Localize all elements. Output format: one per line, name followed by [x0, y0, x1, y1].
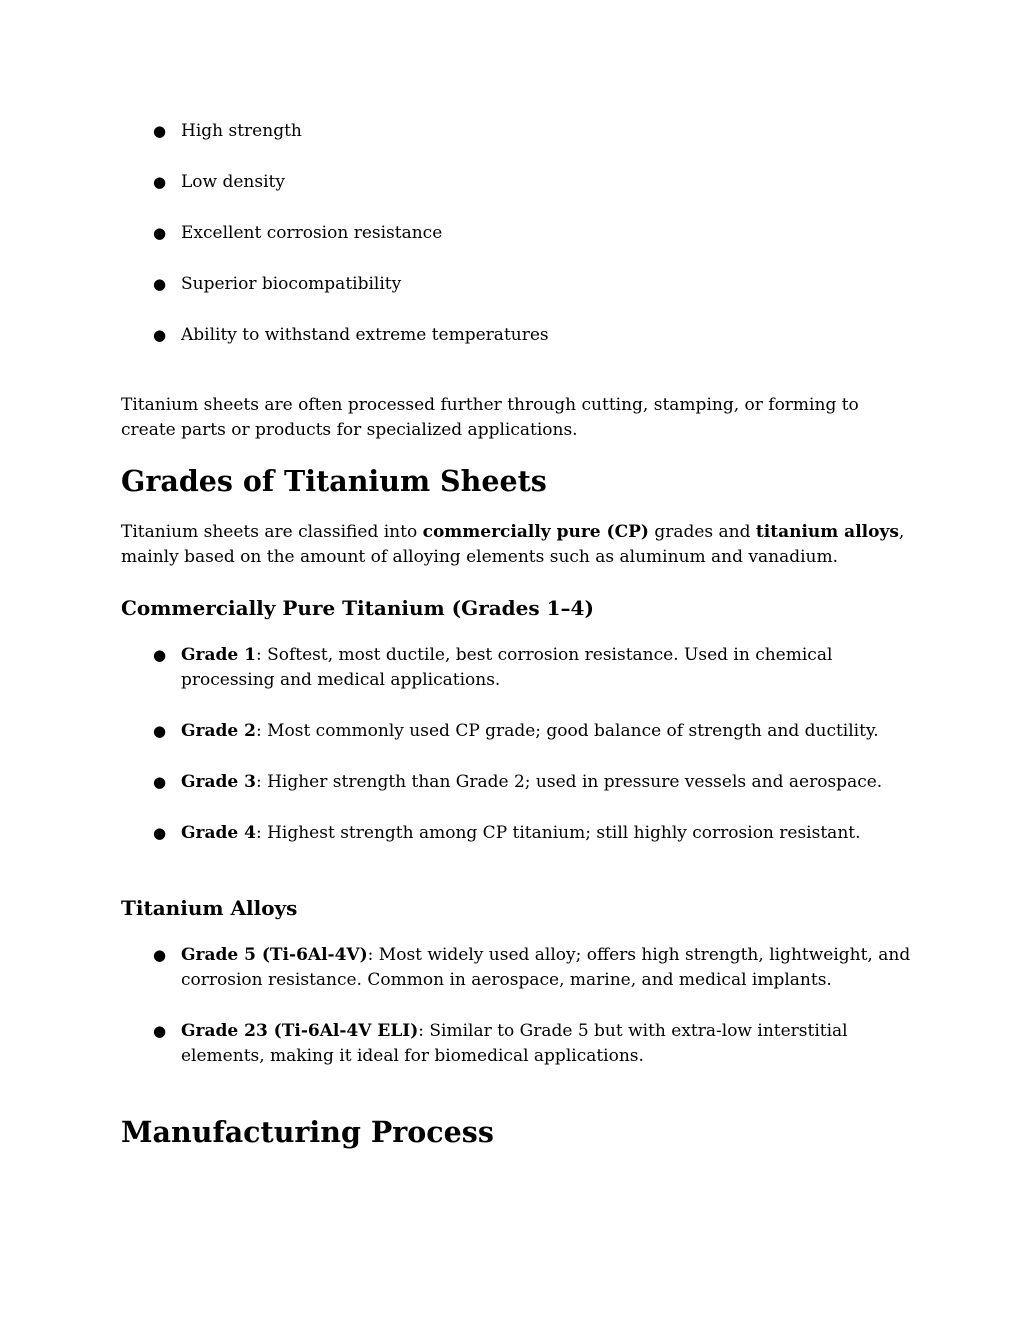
- bullet-icon: ●: [153, 326, 167, 344]
- cp-heading: Commercially Pure Titanium (Grades 1–4): [121, 596, 594, 620]
- bullet-icon: ●: [153, 173, 167, 191]
- processing-paragraph: Titanium sheets are often processed further through cutting, stamping, or forming to create parts or products for specialized applications.: [121, 395, 859, 440]
- grades-intro-bold: titanium alloys: [755, 522, 899, 542]
- list-item-text: [181, 719, 911, 744]
- list-item-text: Superior biocompatibility: [181, 274, 402, 294]
- list-item-text: Excellent corrosion resistance: [181, 223, 443, 243]
- grades-intro-text: grades and: [648, 522, 756, 542]
- grade-description: : Most commonly used CP grade; good balance of strength and ductility.: [255, 721, 879, 741]
- list-item: [121, 170, 911, 195]
- bullet-icon: ●: [153, 722, 167, 740]
- grade-description: : Highest strength among CP titanium; still highly corrosion resistant.: [255, 823, 861, 843]
- bullet-icon: ●: [153, 646, 167, 664]
- alloys-heading: Titanium Alloys: [121, 896, 298, 920]
- list-item-text: Ability to withstand extreme temperatures: [181, 325, 549, 345]
- bullet-icon: ●: [153, 224, 167, 242]
- manufacturing-heading: Manufacturing Process: [121, 1115, 494, 1149]
- list-item: [121, 719, 911, 744]
- bullet-icon: ●: [153, 946, 167, 964]
- grade-name: Grade 5 (Ti-6Al-4V): [181, 945, 368, 965]
- grade-name: Grade 1: [181, 645, 256, 665]
- list-item: [121, 643, 911, 693]
- grade-description: : Most widely used alloy; offers high strength, lightweight, and corrosion resistance. Common in aerospace, marine, and medical implants.: [181, 945, 911, 990]
- list-item: [121, 943, 911, 993]
- list-item-text: High strength: [181, 121, 302, 141]
- list-item-text: [181, 1019, 911, 1069]
- list-item-text: [181, 770, 911, 795]
- bullet-icon: ●: [153, 1022, 167, 1040]
- list-item: [121, 272, 911, 297]
- grade-description: : Similar to Grade 5 but with extra-low interstitial elements, making it ideal for biomedical applications.: [181, 1021, 848, 1066]
- list-item-text: [181, 943, 911, 993]
- grades-intro-bold: commercially pure (CP): [422, 522, 649, 542]
- grade-name: Grade 23 (Ti-6Al-4V ELI): [181, 1021, 419, 1041]
- list-item: [121, 770, 911, 795]
- bullet-icon: ●: [153, 824, 167, 842]
- bullet-icon: ●: [153, 773, 167, 791]
- bullet-icon: ●: [153, 122, 167, 140]
- grade-name: Grade 4: [181, 823, 256, 843]
- list-item-text: [181, 821, 911, 846]
- grade-description: : Softest, most ductile, best corrosion resistance. Used in chemical processing and medical applications.: [181, 645, 833, 690]
- list-item: [121, 1019, 911, 1069]
- grades-intro-paragraph: [121, 520, 911, 570]
- list-item: [121, 323, 911, 348]
- grade-description: : Higher strength than Grade 2; used in pressure vessels and aerospace.: [255, 772, 883, 792]
- grades-heading: Grades of Titanium Sheets: [121, 464, 547, 498]
- grades-intro-text: Titanium sheets are classified into: [121, 522, 423, 542]
- list-item: [121, 221, 911, 246]
- list-item: [121, 821, 911, 846]
- grade-name: Grade 3: [181, 772, 256, 792]
- list-item: [121, 119, 911, 144]
- list-item-text: Low density: [181, 172, 285, 192]
- grade-name: Grade 2: [181, 721, 256, 741]
- grades-intro-text: , mainly based on the amount of alloying elements such as aluminum and vanadium.: [121, 522, 905, 567]
- list-item-text: [181, 643, 911, 693]
- bullet-icon: ●: [153, 275, 167, 293]
